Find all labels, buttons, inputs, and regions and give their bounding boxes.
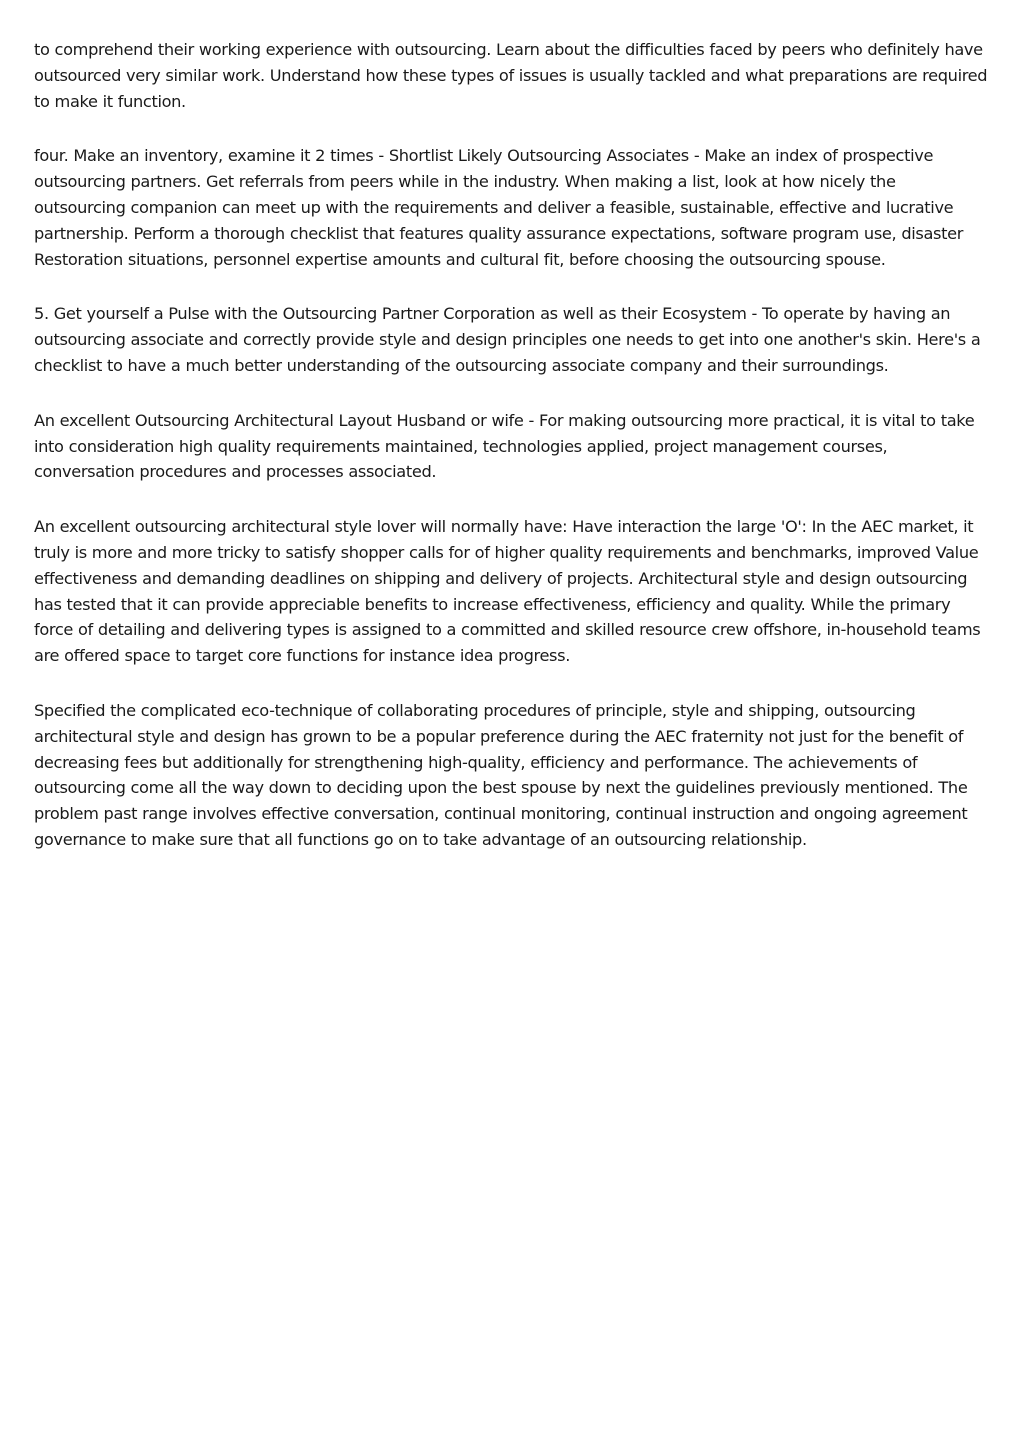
paragraph-style-lover: An excellent outsourcing architectural style lover will normally have: Have interaction the large 'O': In the AEC market, it truly is more and more tricky to satisfy shopper calls for of higher quality requirements and benchmarks, improved Value effectiveness and demanding deadlines on shipping and delivery of projects. Architectural style and design outsourcing has tested that it can provide appreciable benefits to increase effectiveness, efficiency and quality. While the primary force of detailing and delivering types is assigned to a committed and skilled resource crew offshore, in-household teams are offered space to target core functions for instance idea progress.	[34, 517, 981, 666]
paragraph-conclusion: Specified the complicated eco-technique of collaborating procedures of principle, style and shipping, outsourcing architectural style and design has grown to be a popular preference during the AEC fraternity not just for the benefit of decreasing fees but additionally for strengthening high-quality, efficiency and performance. The achievements of outsourcing come all the way down to deciding upon the best spouse by next the guidelines previously mentioned. The problem past range involves effective conversation, continual monitoring, continual instruction and ongoing agreement governance to make sure that all functions go on to take advantage of an outsourcing relationship.	[34, 700, 968, 849]
paragraph-shortlist-associates: four. Make an inventory, examine it 2 times - Shortlist Likely Outsourcing Associates - Make an index of prospective outsourcing partners. Get referrals from peers while in the industry. When making a list, look at how nicely the outsourcing companion can meet up with the requirements and deliver a feasible, sustainable, effective and lucrative partnership. Perform a thorough checklist that features quality assurance expectations, software program use, disaster Restoration situations, personnel expertise amounts and cultural fit, before choosing the outsourcing spouse.	[34, 146, 964, 269]
paragraph-partner-pulse: 5. Get yourself a Pulse with the Outsourcing Partner Corporation as well as their Ecosystem - To operate by having an outsourcing associate and correctly provide style and design principles one needs to get into one another's skin. Here's a checklist to have a much better understanding of the outsourcing associate company and their surroundings.	[34, 304, 981, 375]
document-page	[34, 37, 992, 882]
paragraph-outsourcing-experience: to comprehend their working experience with outsourcing. Learn about the difficulties faced by peers who definitely have outsourced very similar work. Understand how these types of issues is usually tackled and what preparations are required to make it function.	[34, 40, 988, 111]
paragraph-layout-partner: An excellent Outsourcing Architectural Layout Husband or wife - For making outsourcing more practical, it is vital to take into consideration high quality requirements maintained, technologies applied, project management courses, conversation procedures and processes associated.	[34, 410, 975, 482]
